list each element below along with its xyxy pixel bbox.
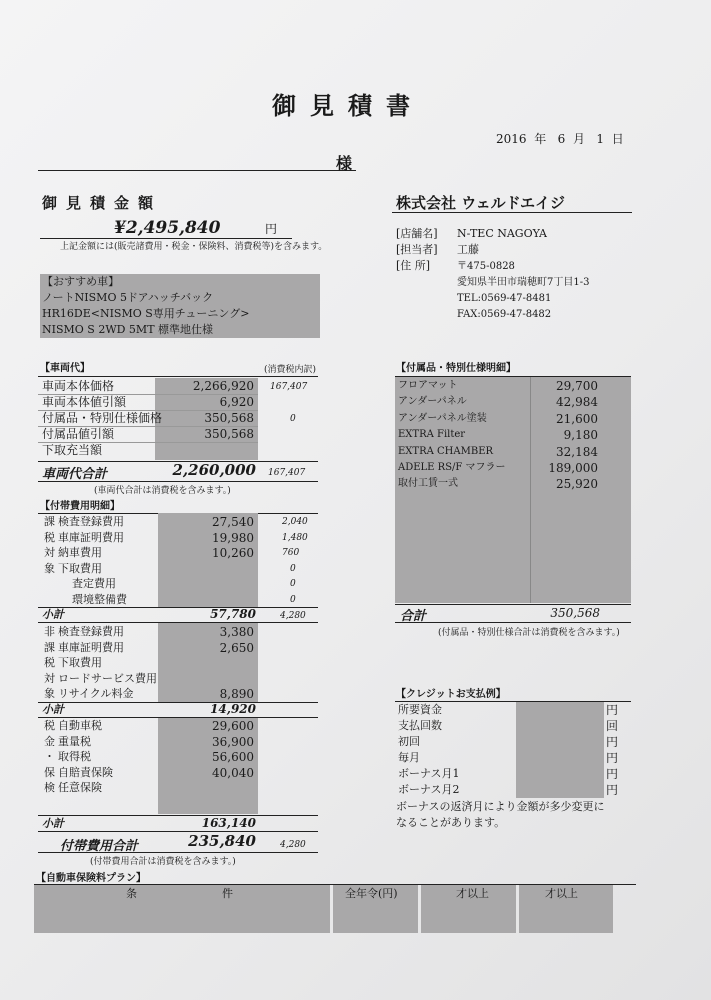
- document-title: 御見積書: [272, 91, 424, 120]
- fee-row-tax: 0: [290, 579, 296, 590]
- issue-date: 2016 年 6 月 1 日: [496, 132, 624, 146]
- fee-row-category: 税: [44, 656, 55, 670]
- fees-total-bottomline: [38, 852, 318, 853]
- vehicle-row-label: 下取充当額: [42, 443, 103, 457]
- credit-header: 【クレジットお支払例】: [396, 689, 506, 700]
- accessory-row-label: EXTRA CHAMBER: [398, 445, 494, 457]
- fee-row-label: 下取費用: [58, 656, 102, 670]
- credit-row-label: ボーナス月1: [398, 767, 460, 780]
- fee-row-label: 任意保険: [58, 781, 102, 795]
- vehicle-row-value: 350,568: [204, 427, 254, 441]
- accessory-row-label: 取付工賃一式: [398, 478, 458, 490]
- accessories-note: (付属品・特別仕様合計は消費税を含みます。): [438, 628, 620, 638]
- fee-row-category: 課: [44, 640, 55, 654]
- fees-subtotal1-value: 57,780: [210, 607, 256, 621]
- vehicle-note: (車両代合計は消費税を含みます。): [94, 486, 231, 496]
- vehicle-row-value: 2,266,920: [192, 379, 254, 393]
- fee-row-value: 29,600: [212, 719, 254, 733]
- credit-row-unit: 円: [606, 703, 619, 717]
- accessory-row-label: EXTRA Filter: [398, 429, 466, 441]
- recommend-line: ノートNISMO 5ドアハッチバック: [42, 291, 214, 304]
- recommend-line: NISMO S 2WD 5MT 標準地仕様: [42, 323, 214, 336]
- fee-row-category: 象: [44, 561, 55, 575]
- fee-row-tax: 0: [290, 563, 296, 574]
- accessory-row-label: フロアマット: [398, 380, 458, 391]
- credit-note-line2: なることがあります。: [396, 816, 506, 829]
- fee-row-category: 象: [44, 687, 55, 701]
- credit-row-label: ボーナス月2: [398, 783, 460, 796]
- fee-row-label: 検査登録費用: [58, 625, 124, 638]
- accessory-row-value: 29,700: [556, 379, 598, 393]
- credit-note-line1: ボーナスの返済月により金額が多少変更に: [396, 800, 605, 813]
- vehicle-row-label: 車両本体値引額: [42, 395, 127, 409]
- fees-subtotal3-value: 163,140: [201, 816, 256, 830]
- fee-row-label: 自賠責保険: [58, 765, 113, 779]
- accessory-row-value: 189,000: [548, 461, 598, 475]
- customer-name-line: [38, 170, 356, 171]
- vehicle-tax-header: (消費税内訳): [264, 365, 317, 375]
- company-tel: TEL:0569-47-8481: [457, 293, 552, 304]
- fees-subtotal1-label: 小計: [42, 608, 64, 621]
- vehicle-total-value: 2,260,000: [172, 461, 256, 479]
- fee-row-tax: 0: [290, 595, 296, 605]
- estimate-note: 上記金額には(販売諸費用・税金・保険料、消費税等)を含みます。: [60, 242, 328, 252]
- fee-row-label: 下取費用: [58, 561, 102, 575]
- accessory-row-value: 21,600: [556, 411, 598, 426]
- fee-row-label: 納車費用: [58, 546, 102, 560]
- fee-row-label: 検査登録費用: [58, 515, 124, 528]
- credit-row-unit: 回: [606, 719, 619, 733]
- fees-total-value: 235,840: [188, 832, 256, 850]
- vehicle-row-label: 付属品値引額: [42, 427, 115, 441]
- recommend-header: 【おすすめ車】: [42, 275, 120, 288]
- fees-subtotal1-tax: 4,280: [280, 611, 306, 621]
- vehicle-row-label: 付属品・特別仕様価格: [42, 411, 163, 425]
- vehicle-row-value: 350,568: [204, 411, 254, 425]
- recommend-line: HR16DE<NISMO S専用チューニング>: [42, 307, 250, 320]
- estimate-amount: ¥2,495,840: [114, 218, 221, 238]
- fees-note: (付帯費用合計は消費税を含みます。): [90, 857, 236, 867]
- vehicle-header-line: [38, 376, 318, 377]
- fee-row-label: 取得税: [58, 750, 91, 764]
- fee-row-category: 検: [44, 781, 55, 795]
- fees-total-label: 付帯費用合計: [60, 839, 139, 854]
- vehicle-row-label: 車両本体価格: [42, 379, 115, 393]
- zip-code: 〒475-0828: [457, 261, 515, 272]
- fee-row-tax: 760: [282, 548, 300, 559]
- fee-row-category: 金: [44, 734, 55, 748]
- store-name: N-TEC NAGOYA: [457, 227, 547, 240]
- accessory-row-value: 42,984: [556, 395, 598, 410]
- fee-row-category: 課: [44, 515, 55, 528]
- vehicle-row-tax: 167,407: [270, 382, 308, 392]
- estimate-underline: [40, 238, 292, 239]
- insurance-col-age-2: 才以上: [545, 887, 578, 900]
- fees-subtotal2-value: 14,920: [210, 702, 256, 716]
- fee-row-value: 36,900: [212, 734, 254, 749]
- fee-row-label: 査定費用: [72, 577, 116, 591]
- customer-suffix: 様: [336, 154, 353, 173]
- credit-row-label: 所要資金: [398, 703, 442, 716]
- credit-row-unit: 円: [606, 783, 619, 797]
- estimate-unit: 円: [265, 222, 278, 236]
- accessories-total-label: 合計: [400, 609, 427, 624]
- fee-row-category: ・: [44, 750, 55, 764]
- fee-row-label: 車庫証明費用: [58, 640, 124, 654]
- company-name: 株式会社 ウェルドエイジ: [396, 194, 566, 212]
- accessory-row-label: ADELE RS/F マフラー: [398, 462, 506, 473]
- company-fax: FAX:0569-47-8482: [457, 309, 552, 320]
- fee-row-label: 車庫証明費用: [58, 530, 124, 544]
- accessory-row-label: アンダーパネル: [398, 396, 467, 408]
- accessories-total-value: 350,568: [550, 606, 600, 620]
- accessories-total-bottomline: [395, 622, 631, 623]
- fee-row-category: 非: [44, 625, 55, 638]
- insurance-cell: [34, 885, 330, 933]
- fee-row-value: 40,040: [212, 765, 254, 780]
- fees-total-tax: 4,280: [280, 840, 306, 850]
- accessory-row-value: 25,920: [556, 477, 598, 492]
- staff-label: [担当者]: [396, 243, 438, 256]
- insurance-col-condition-1: 条: [126, 887, 137, 900]
- credit-row-unit: 円: [606, 751, 619, 765]
- fee-row-category: 税: [44, 530, 55, 544]
- fee-row-label: リサイクル料金: [58, 687, 134, 701]
- staff-name: 工藤: [457, 243, 479, 256]
- credit-row-label: 初回: [398, 735, 420, 748]
- insurance-col-age-1: 才以上: [456, 887, 489, 900]
- fees-subtotal2-label: 小計: [42, 703, 64, 716]
- vehicle-row-tax: 0: [290, 414, 296, 424]
- fee-row-value: 10,260: [212, 546, 254, 561]
- fee-row-value: 56,600: [212, 750, 254, 765]
- accessory-row-value: 9,180: [563, 428, 598, 443]
- fees-subtotal3-label: 小計: [42, 817, 64, 830]
- accessories-top-line: [395, 376, 631, 377]
- fee-row-value: 2,650: [219, 640, 254, 655]
- fees-header: 【付帯費用明細】: [40, 501, 120, 512]
- vehicle-header: 【車両代】: [40, 363, 90, 374]
- address-label: [住 所]: [396, 259, 431, 272]
- fee-row-value: 19,980: [212, 530, 254, 545]
- credit-row-unit: 円: [606, 767, 619, 781]
- fee-row-value: 3,380: [219, 625, 254, 639]
- company-underline: [392, 212, 632, 213]
- fee-row-label: 環境整備費: [72, 593, 127, 606]
- company-address: 愛知県半田市瑞穂町7丁目1-3: [457, 277, 590, 288]
- fee-row-tax: 1,480: [282, 532, 308, 543]
- accessories-header: 【付属品・特別仕様明細】: [396, 363, 516, 374]
- fee-row-category: 対: [44, 671, 55, 685]
- vehicle-total-tax: 167,407: [268, 468, 306, 478]
- fee-row-category: 対: [44, 546, 55, 560]
- fee-row-value: 27,540: [212, 515, 254, 529]
- fee-row-tax: 2,040: [282, 517, 308, 527]
- fee-row-category: 税: [44, 719, 55, 732]
- fee-row-category: 保: [44, 765, 55, 779]
- vehicle-total-label: 車両代合計: [42, 467, 108, 482]
- store-label: [店舗名]: [396, 227, 438, 240]
- insurance-col-condition-2: 件: [222, 887, 233, 900]
- vehicle-row-value: 6,920: [219, 395, 254, 409]
- credit-value-column: [516, 702, 604, 798]
- fee-row-label: 重量税: [58, 734, 91, 748]
- insurance-col-all-ages: 全年令(円): [345, 887, 398, 900]
- credit-row-label: 毎月: [398, 751, 420, 764]
- estimate-label: 御見積金額: [42, 194, 163, 212]
- fee-row-label: 自動車税: [58, 719, 102, 732]
- fee-row-value: 8,890: [219, 687, 254, 702]
- credit-row-unit: 円: [606, 735, 619, 749]
- fee-row-label: ロードサービス費用: [58, 671, 157, 685]
- accessory-row-label: アンダーパネル塗装: [398, 412, 487, 424]
- credit-row-label: 支払回数: [398, 719, 442, 732]
- vehicle-total-bottomline: [38, 481, 318, 482]
- insurance-header: 【自動車保険料プラン】: [36, 873, 146, 884]
- accessory-row-value: 32,184: [556, 444, 598, 459]
